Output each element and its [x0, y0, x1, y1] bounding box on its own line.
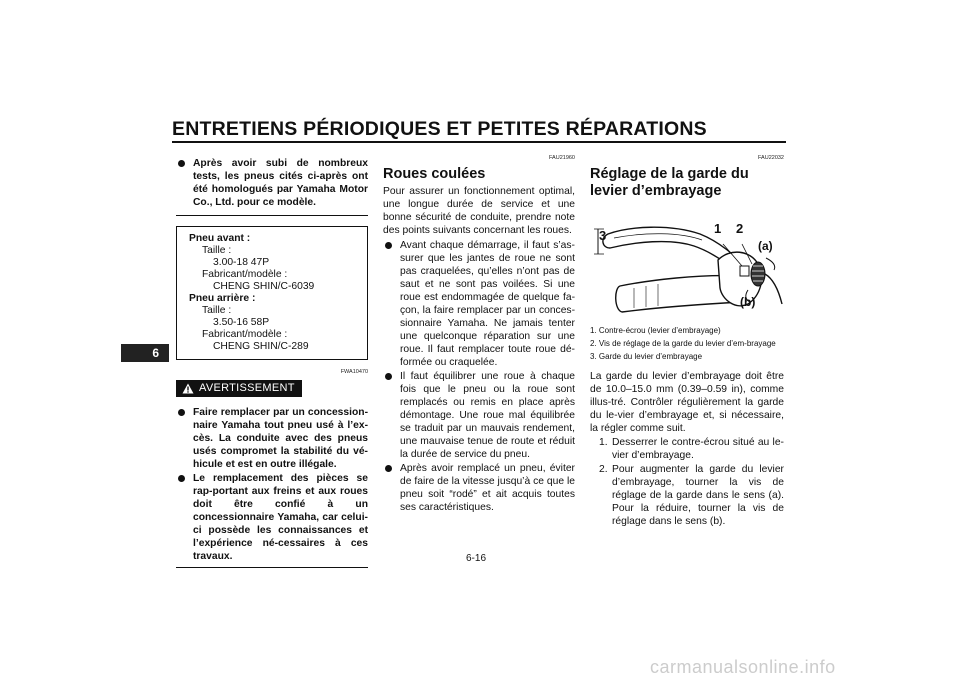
warning-bullet: Faire remplacer par un concession-naire Yamaha tout pneu usé à l’ex-cès. La conduite avec des pneus usés compromet la stabilité du vé-hicule et est en outre illégale. [176, 406, 368, 471]
warning-badge: AVERTISSEMENT [176, 380, 302, 397]
front-maker-value: CHENG SHIN/C-6039 [213, 281, 315, 292]
page-number: 6-16 [466, 553, 487, 564]
spec-label: Fabricant/modèle : [202, 329, 288, 340]
clutch-body: La garde du levier d’embrayage doit être de 10.0–15.0 mm (0.39–0.59 in), comme illus-tré. Contrôler régulièrement la garde du le-vier d’embrayage et, si nécessaire, la régler comme suit. [590, 371, 784, 434]
spec-label: Taille : [202, 245, 232, 256]
section-code: FAU21960 [549, 155, 575, 161]
figure-label-2: 2 [736, 221, 744, 236]
spec-label: Fabricant/modèle : [202, 269, 288, 280]
bullet-dot [385, 373, 392, 380]
wheels-intro: Pour assurer un fonctionnement optimal, une longue durée de service et une bonne sécurité de conduite, prendre note des points suivants concernant les roues. [383, 186, 575, 236]
warning-header [176, 380, 368, 398]
intro-bullet: Après avoir subi de nombreux tests, les pneus cités ci-après ont été homologués par Yamaha Motor Co., Ltd. pour ce modèle. [176, 157, 368, 209]
figure-label-3: 3 [599, 228, 607, 243]
figure-label-a: (a) [758, 239, 773, 253]
watermark: carmanualsonline.info [650, 657, 836, 677]
front-size-value: 3.00-18 47P [213, 257, 270, 268]
bullet-dot [178, 160, 185, 167]
bullet-dot [178, 475, 185, 482]
section-code: FAU22032 [758, 155, 784, 161]
rear-maker-value: CHENG SHIN/C-289 [213, 341, 309, 352]
chapter-tab: 6 [121, 344, 169, 362]
right-column [590, 152, 784, 528]
warning-icon [182, 383, 194, 394]
spec-label: Taille : [202, 305, 232, 316]
page-title: ENTRETIENS PÉRIODIQUES ET PETITES RÉPARATIONS [172, 118, 707, 140]
wheel-bullet: Il faut équilibrer une roue à chaque fois que le pneu ou la roue sont remplacés ou remis en place après démontage. Une roue mal équilibrée se traduit par un mauvais rendement, une mauvaise tenue de route et réduit la durée de service du pneu. [383, 370, 575, 461]
front-tire-label: Pneu avant : [189, 233, 251, 244]
rear-size-value: 3.50-16 58P [213, 317, 270, 328]
figure-label-1: 1 [714, 221, 722, 236]
tire-spec-box [176, 226, 368, 360]
bullet-dot [385, 465, 392, 472]
wheel-bullet: Après avoir remplacé un pneu, éviter de faire de la vitesse jusqu’à ce que le pneu soit “rodé” et ait acquis toutes ses caractéristiques. [383, 462, 575, 514]
divider [176, 567, 368, 568]
left-column [176, 157, 368, 568]
section-heading: Roues coulées [383, 166, 486, 182]
step-item: 1. Desserrer le contre-écrou situé au le-vier d’embrayage. [599, 437, 784, 461]
title-rule [172, 141, 786, 143]
figure-caption: 2. Vis de réglage de la garde du levier d’em-brayage [590, 339, 776, 348]
middle-column [383, 152, 575, 514]
step-item: 2. Pour augmenter la garde du levier d’embrayage, tourner la vis de réglage de la garde dans le sens (a). Pour la réduire, tourner la vis de réglage dans le sens (b). [599, 464, 784, 527]
wheel-bullet: Avant chaque démarrage, il faut s’as-surer que les jantes de roue ne sont pas craquelées, qu’elles n’ont pas de saut et ne sont pas voilées. Si une roue est endommagée de quelque fa-çon, la faire remplacer par un conces-sionnaire Yamaha. Ne jamais tenter une quelconque réparation sur une roue. Il faut remplacer toute roue dé-formée ou craquelée. [383, 239, 575, 369]
warning-bullet: Le remplacement des pièces se rap-portant aux freins et aux roues doit être confié à un concessionnaire Yamaha, car celui-ci possède les connaissances et l’expérience né-cessaires à ces travaux. [176, 472, 368, 563]
figure-caption: 1. Contre-écrou (levier d’embrayage) [590, 326, 721, 335]
bullet-dot [385, 242, 392, 249]
bullet-dot [178, 409, 185, 416]
divider [176, 215, 368, 216]
clutch-lever-figure [590, 204, 784, 322]
figure-caption: 3. Garde du levier d’embrayage [590, 352, 703, 361]
rear-tire-label: Pneu arrière : [189, 293, 256, 304]
figure-label-b: (b) [740, 295, 756, 309]
warning-code: FWA10470 [340, 369, 368, 375]
section-heading: Réglage de la garde du levier d’embrayage [590, 166, 749, 199]
